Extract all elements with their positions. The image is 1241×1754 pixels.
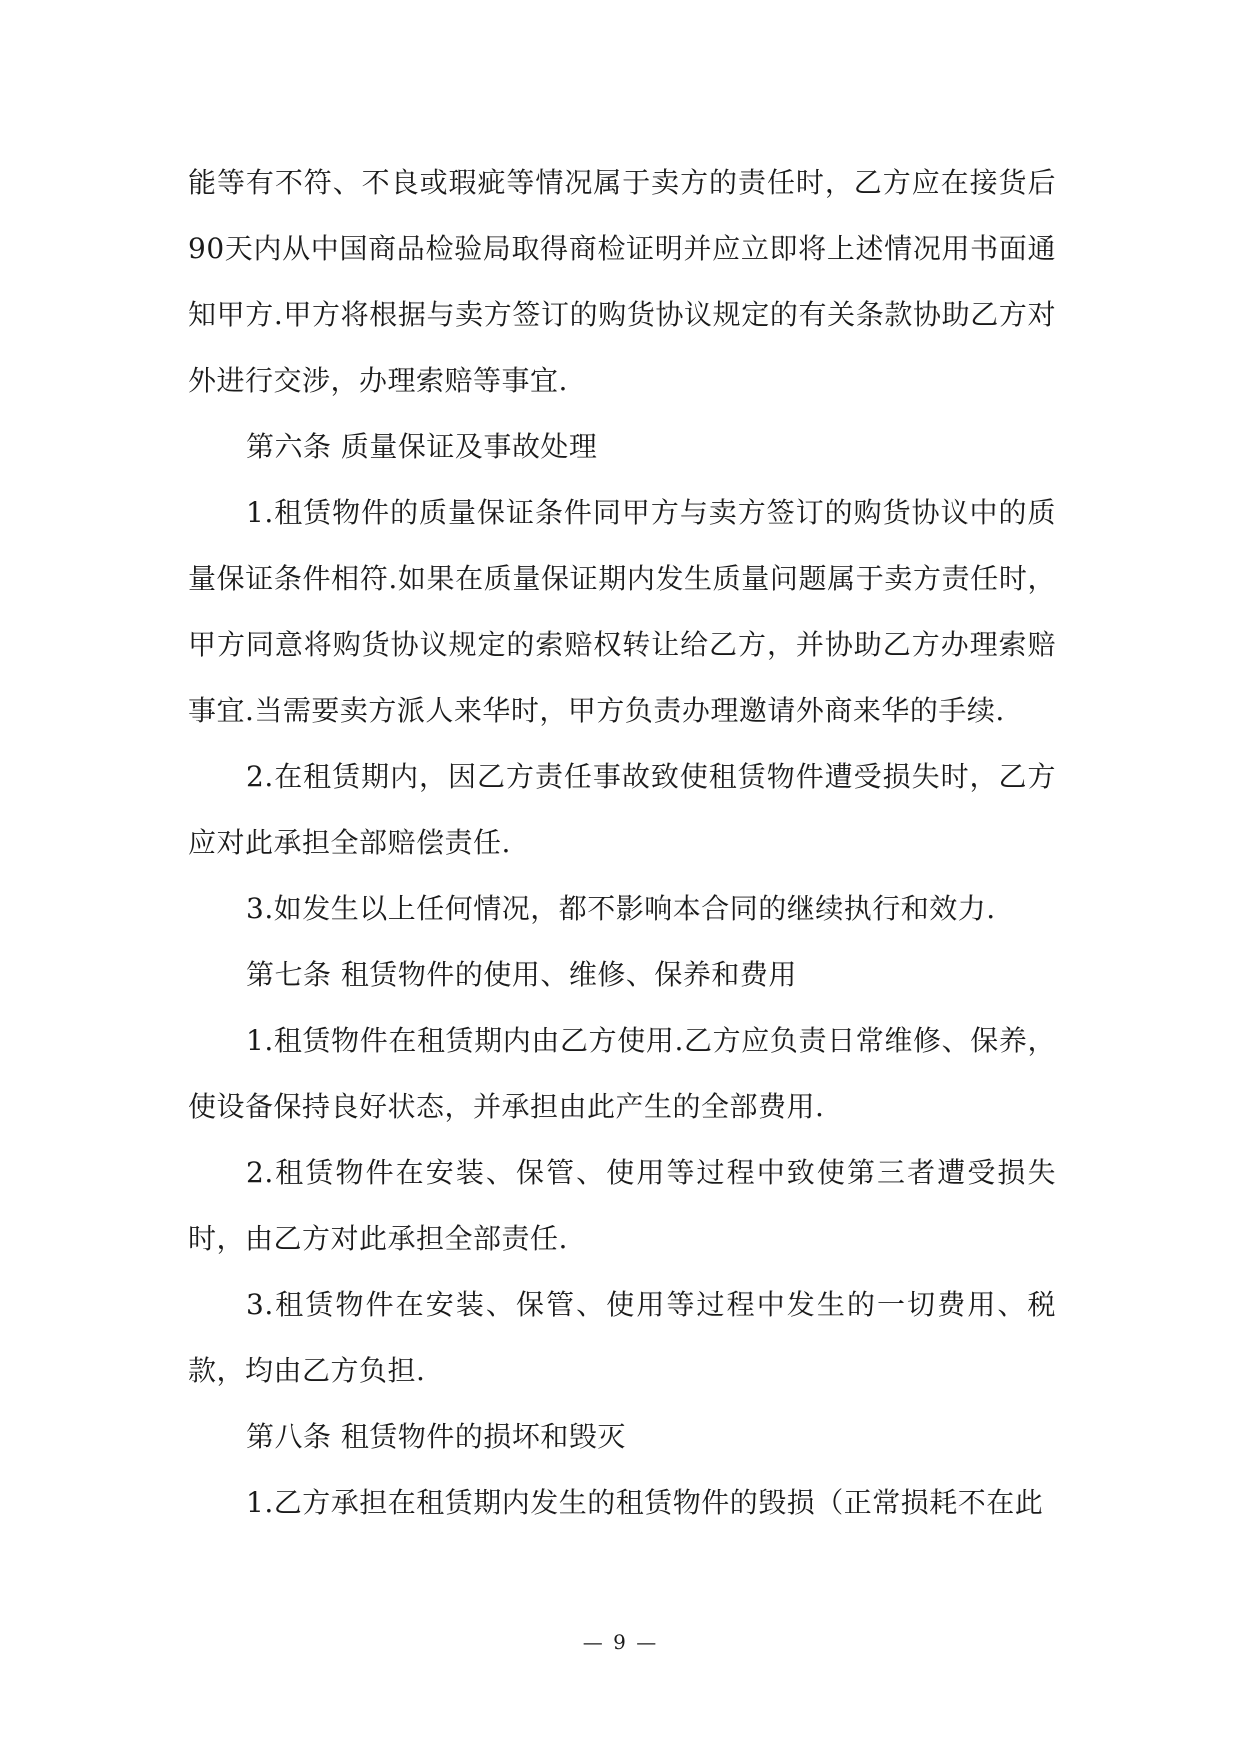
article-7-clause-2: 2.租赁物件在安装、保管、使用等过程中致使第三者遭受损失时，由乙方对此承担全部责任.: [188, 1156, 1056, 1255]
article-7-heading: 第七条 租赁物件的使用、维修、保养和费用: [246, 958, 797, 991]
page-number: — 9 —: [582, 1630, 659, 1654]
article-6-heading: 第六条 质量保证及事故处理: [246, 430, 598, 463]
document-body: [188, 150, 1056, 1536]
article-8-heading: 第八条 租赁物件的损坏和毁灭: [246, 1420, 626, 1453]
article-8-clause-1: 1.乙方承担在租赁期内发生的租赁物件的毁损（正常损耗不在此: [246, 1486, 1044, 1519]
article-6-clause-3: 3.如发生以上任何情况，都不影响本合同的继续执行和效力.: [246, 892, 996, 925]
article-6-clause-1: 1.租赁物件的质量保证条件同甲方与卖方签订的购货协议中的质量保证条件相符.如果在质量保证期内发生质量问题属于卖方责任时，甲方同意将购货协议规定的索赔权转让给乙方，并协助乙方办理索赔事宜.当需要卖方派人来华时，甲方负责办理邀请外商来华的手续.: [188, 496, 1056, 727]
article-6-clause-2: 2.在租赁期内，因乙方责任事故致使租赁物件遭受损失时，乙方应对此承担全部赔偿责任.: [188, 760, 1056, 859]
paragraph-continuation: 能等有不符、不良或瑕疵等情况属于卖方的责任时，乙方应在接货后90天内从中国商品检验局取得商检证明并应立即将上述情况用书面通知甲方.甲方将根据与卖方签订的购货协议规定的有关条款协助乙方对外进行交涉，办理索赔等事宜.: [188, 166, 1056, 397]
article-7-clause-3: 3.租赁物件在安装、保管、使用等过程中发生的一切费用、税款，均由乙方负担.: [188, 1288, 1056, 1387]
article-7-clause-1: 1.租赁物件在租赁期内由乙方使用.乙方应负责日常维修、保养，使设备保持良好状态，并承担由此产生的全部费用.: [188, 1024, 1056, 1123]
